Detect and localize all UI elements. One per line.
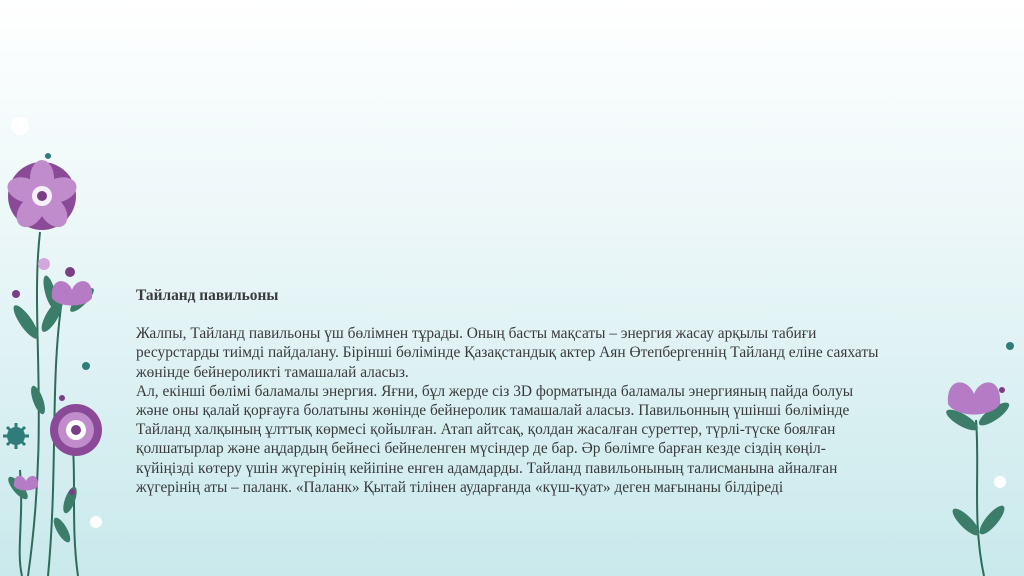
paragraph-2: Ал, екінші бөлімі баламалы энергия. Яғни, бұл жерде сіз 3D форматында баламалы энергияның пайда болуы және оны қалай қорғауға болатыны жөнінде бейнеролик тамашалай аласыз. Павильонның үшінші бөлімінде Тайланд халқының ұлттық көрмесі қойылған. Атап айтсақ, қолдан жасалған суреттер, түрлі-түске боялған қолшатырлар және аңдардың бейнесі бейнеленген мүсіндер де бар. Әр бөлімге барған кезде сіздің көңіл-күйіңізді көтеру үшін жүгерінің кейіпіне енген адамдарды. Тайланд павильонының талисманына айналған жүгерінің аты – паланк. «Паланк» Қытай тілінен аударғанда «күш-қуат» деген мағынаны білдіреді: [136, 382, 854, 496]
sparkle-icon: [90, 516, 102, 528]
flower-icon: [14, 476, 38, 491]
text-content: [136, 286, 881, 497]
flower-icon: [4, 160, 80, 233]
slide-title: Тайланд павильоны: [136, 287, 279, 304]
sparkle-icon: [11, 117, 29, 135]
flower-icon: [50, 404, 102, 456]
sparkle-icon: [994, 476, 1006, 488]
paragraph-1: Жалпы, Тайланд павильоны үш бөлімнен тұрады. Оның басты мақсаты – энергия жасау арқылы табиғи ресурстарды тиімді пайдалану. Бірінші бөлімінде Қазақстандық актер Аян Өтепбергеннің Тайланд еліне саяхаты жөнінде бейнероликті тамашалай аласыз.: [136, 325, 879, 381]
flower-icon: [52, 281, 92, 305]
flower-icon: [3, 423, 29, 449]
flower-icon: [948, 382, 1000, 414]
